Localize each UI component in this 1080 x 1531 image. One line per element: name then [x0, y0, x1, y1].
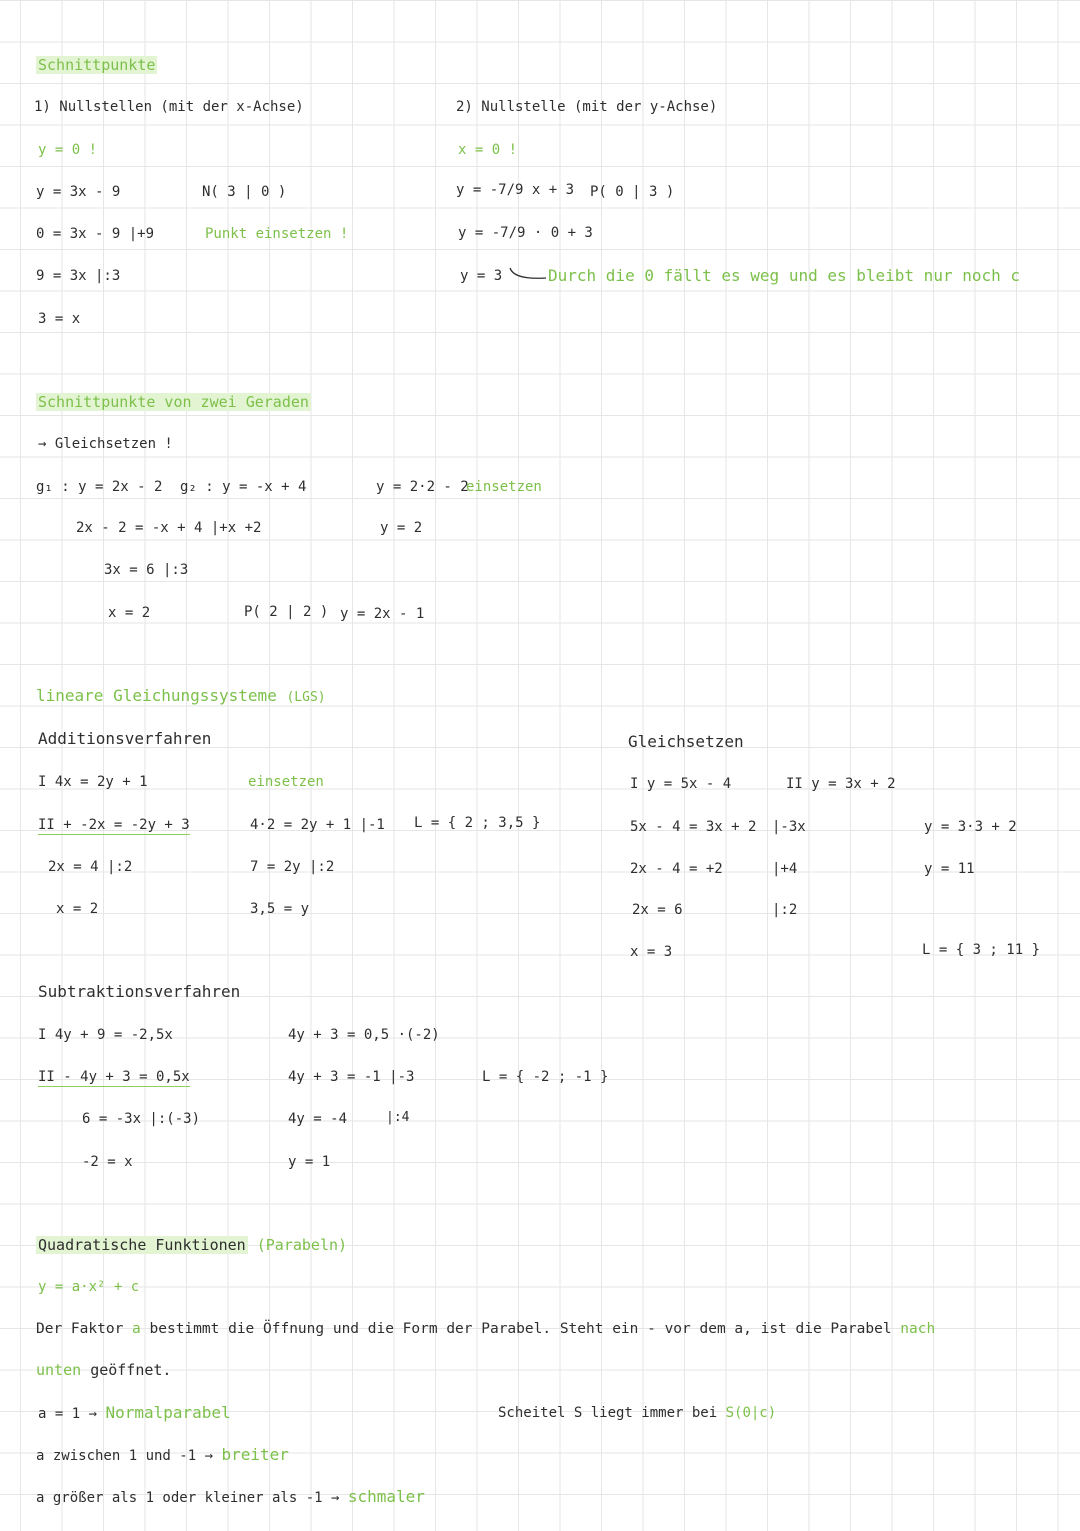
zero-point: N( 3 | 0 ) — [202, 184, 287, 200]
rule-scheitel-point: S(0|c) — [725, 1405, 777, 1421]
add-eq-2: II + -2x = -2y + 3 — [38, 817, 190, 833]
rule-schmaler: schmaler — [347, 1487, 425, 1506]
add-insert-3: 3,5 = y — [250, 901, 310, 917]
sub-eq-3: 6 = -3x |:(-3) — [82, 1111, 201, 1127]
rule-breiter: breiter — [221, 1445, 289, 1464]
gl-result-2: y = 11 — [924, 861, 975, 877]
subheading-gleichsetzen: Gleichsetzen — [628, 732, 744, 751]
y-intercept-point: P( 0 | 3 ) — [590, 184, 675, 200]
note-einsetzen: einsetzen — [466, 479, 542, 495]
heading-schnittpunkte-geraden: Schnittpunkte von zwei Geraden — [38, 393, 309, 411]
add-eq-3: 2x = 4 |:2 — [48, 859, 133, 875]
eq-right-3: y = 3 — [460, 268, 503, 284]
rule-a-greater: a größer als 1 oder kleiner als -1 → — [36, 1490, 340, 1506]
add-eq-1: I 4x = 2y + 1 — [38, 774, 148, 790]
text-geoeffnet: geöffnet. — [90, 1361, 172, 1379]
solution-set-3: L = { -2 ; -1 } — [482, 1069, 609, 1085]
insert-calc: y = 2·2 - 2 — [376, 479, 469, 495]
rule-scheitel: Scheitel S liegt immer bei — [498, 1405, 718, 1421]
eq-line-4: 3 = x — [38, 311, 81, 327]
eq-right-1: y = -7/9 x + 3 — [456, 182, 575, 198]
condition-y0: y = 0 ! — [38, 142, 98, 158]
subheading-nullstellen: 1) Nullstellen (mit der x-Achse) — [34, 99, 304, 115]
y-result: y = 2 — [380, 520, 423, 536]
intersection-point: P( 2 | 2 ) — [244, 604, 329, 620]
condition-x0: x = 0 ! — [458, 142, 518, 158]
instruction-gleichsetzen: → Gleichsetzen ! — [38, 436, 173, 452]
gl-op-4: |:2 — [772, 902, 798, 918]
text-bestimmt: bestimmt die Öffnung und die Form der Parabel. Steht ein - vor dem a, ist die Parabel — [149, 1321, 892, 1337]
sub-op-3: |:4 — [386, 1110, 410, 1125]
sub-eq-2: II - 4y + 3 = 0,5x — [38, 1069, 190, 1085]
rule-normalparabel: Normalparabel — [105, 1403, 231, 1422]
eq-line-2: 0 = 3x - 9 |+9 — [36, 226, 155, 242]
subheading-y-achse: 2) Nullstelle (mit der y-Achse) — [456, 99, 718, 115]
solution-set-1: L = { 2 ; 3,5 } — [414, 815, 541, 831]
gl-eq-1b: II y = 3x + 2 — [786, 776, 896, 792]
rule-a-between: a zwischen 1 und -1 → — [36, 1448, 214, 1464]
add-eq-4: x = 2 — [56, 901, 99, 917]
eq-right-2: y = -7/9 · 0 + 3 — [458, 225, 593, 241]
note-punkt-einsetzen: Punkt einsetzen ! — [205, 226, 349, 242]
heading-lgs-abbr: (LGS) — [286, 690, 326, 705]
gl-eq-3: 2x - 4 = +2 — [630, 861, 723, 877]
eq-step-2: 3x = 6 |:3 — [104, 562, 189, 578]
text-nach: nach — [900, 1321, 936, 1337]
parabola-formula: y = a·x² + c — [38, 1279, 140, 1295]
gl-result-1: y = 3·3 + 2 — [924, 819, 1017, 835]
eq-step-3: x = 2 — [108, 605, 151, 621]
add-insert-1: 4·2 = 2y + 1 |-1 — [250, 817, 385, 833]
line-g1: g₁ : y = 2x - 2 — [36, 479, 163, 495]
gl-eq-2: 5x - 4 = 3x + 2 — [630, 819, 757, 835]
text-unten: unten — [36, 1361, 82, 1379]
gl-eq-5: x = 3 — [630, 944, 673, 960]
curve-arrow-icon — [508, 266, 548, 286]
heading-schnittpunkte: Schnittpunkte — [38, 56, 156, 74]
sub-insert-2: 4y + 3 = -1 |-3 — [288, 1069, 415, 1085]
note-zero-falls-away: Durch die 0 fällt es weg und es bleibt nur noch c — [548, 266, 1021, 285]
note-einsetzen-2: einsetzen — [248, 774, 324, 790]
heading-lgs: lineare Gleichungssysteme — [36, 686, 277, 705]
gl-eq-1: I y = 5x - 4 — [630, 776, 732, 792]
subheading-subtraktionsverfahren: Subtraktionsverfahren — [38, 982, 241, 1001]
text-faktor: Der Faktor — [36, 1321, 124, 1337]
eq-line-3: 9 = 3x |:3 — [36, 268, 121, 284]
subheading-additionsverfahren: Additionsverfahren — [38, 729, 212, 748]
sub-insert-1: 4y + 3 = 0,5 ·(-2) — [288, 1027, 440, 1043]
heading-quadratische-funktionen: Quadratische Funktionen — [38, 1236, 246, 1254]
rule-a-equals-1: a = 1 → — [38, 1406, 98, 1422]
sub-eq-4: -2 = x — [82, 1154, 133, 1170]
sub-insert-4: y = 1 — [288, 1154, 331, 1170]
sub-insert-3: 4y = -4 — [288, 1111, 348, 1127]
gl-eq-4: 2x = 6 — [632, 902, 683, 918]
eq-step-1: 2x - 2 = -x + 4 |+x +2 — [76, 520, 262, 536]
eq-line-1: y = 3x - 9 — [36, 184, 121, 200]
line-equation: y = 2x - 1 — [340, 606, 425, 622]
gl-op-3: |+4 — [772, 861, 798, 877]
add-insert-2: 7 = 2y |:2 — [250, 859, 335, 875]
sub-eq-1: I 4y + 9 = -2,5x — [38, 1027, 173, 1043]
text-faktor-a: a — [132, 1321, 141, 1337]
line-g2: g₂ : y = -x + 4 — [180, 479, 307, 495]
solution-set-2: L = { 3 ; 11 } — [922, 942, 1041, 958]
gl-op-2: |-3x — [772, 819, 806, 835]
heading-parabeln: (Parabeln) — [256, 1236, 348, 1254]
